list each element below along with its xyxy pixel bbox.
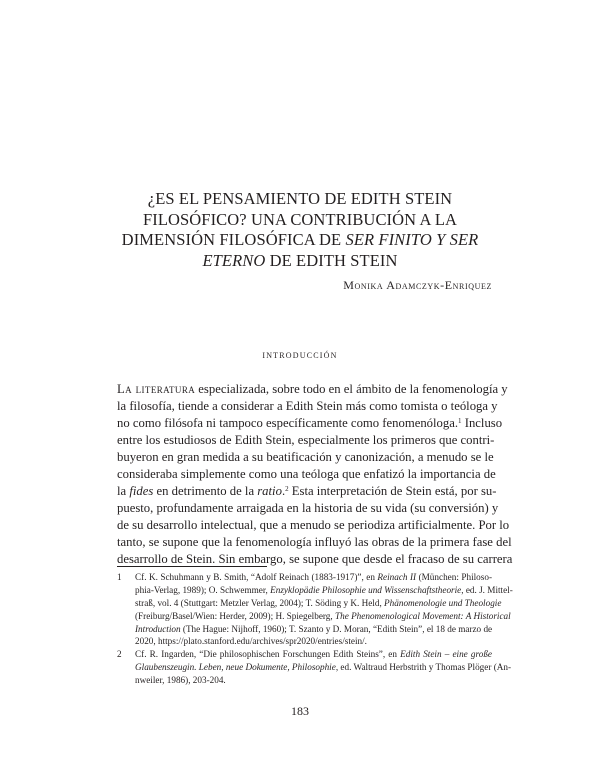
title-line: FILOSÓFICO? UNA CONTRIBUCIÓN A LA xyxy=(142,209,458,229)
text-line: la filosofía, tiende a considerar a Edith Stein más como tomista o teóloga y xyxy=(117,399,498,414)
body-paragraph xyxy=(117,381,513,569)
title-line: DIMENSIÓN FILOSÓFICA DE SER FINITO Y SER xyxy=(121,230,479,249)
footnote-line: Cf. K. Schuhmann y B. Smith, “Adolf Reinach (1883-1917)”, en Reinach II (München: Philoso- xyxy=(135,572,492,582)
author-name: Monika Adamczyk-Enriquez xyxy=(343,278,492,292)
footnote-line: phia-Verlag, 1989); O. Schwemmer, Enzyklopädie Philosophie und Wissenschaftstheorie, ed. J. Mittel- xyxy=(135,584,513,595)
footnote-line: Glaubenszeugin. Leben, neue Dokumente, Philosophie, ed. Waltraud Herbstrith y Thomas Plöger (An- xyxy=(135,662,512,673)
text-line: entre los estudiosos de Edith Stein, especialmente los primeros que contri- xyxy=(117,433,495,448)
text-line: La literatura especializada, sobre todo en el ámbito de la fenomenología y xyxy=(117,382,508,396)
footnote-line: nweiler, 1986), 203-204. xyxy=(135,675,226,686)
title-line: ETERNO DE EDITH STEIN xyxy=(202,250,398,270)
text-line: la fides en detrimento de la ratio.$^2$ Esta interpretación de Stein está, por su- xyxy=(117,484,497,499)
text-line: tanto, se supone que la fenomenología influyó las obras de la primera fase del xyxy=(117,535,512,550)
page-number: 183 xyxy=(291,704,309,718)
footnote-number: 2 xyxy=(117,649,122,660)
footnote-1 xyxy=(117,571,513,648)
footnote-line: Introduction (The Hague: Nijhoff, 1960); T. Szanto y D. Moran, “Edith Stein”, el 18 de marzo de xyxy=(135,623,493,634)
text-line: no como filósofa ni tampoco específicamente como fenomenóloga.$^1$ Incluso xyxy=(117,416,503,431)
section-heading: introducción xyxy=(262,347,338,361)
footnote-2 xyxy=(117,648,512,687)
footnotes xyxy=(117,571,513,687)
footnote-line: Cf. R. Ingarden, “Die philosophischen Forschungen Edith Steins”, en Edith Stein – eine große xyxy=(135,649,493,660)
text-line: consideraba simplemente como una teóloga que enfatizó la importancia de xyxy=(117,467,496,482)
text-line: desarrollo de Stein. Sin embargo, se supone que desde el fracaso de su carrera xyxy=(117,552,513,567)
footnote-line: (Freiburg/Basel/Wien: Herder, 2009); H. Spiegelberg, The Phenomenological Movement: A Historical xyxy=(135,610,511,621)
footnote-ref[interactable]: 1 xyxy=(458,417,462,426)
chapter-title xyxy=(100,189,500,271)
title-line: ¿ES EL PENSAMIENTO DE EDITH STEIN xyxy=(147,189,453,208)
footnote-ref[interactable]: 2 xyxy=(285,485,289,494)
text-line: de su desarrollo intelectual, que a menudo se periodiza artificialmente. Por lo xyxy=(117,518,510,533)
footnote-line: straß, vol. 4 (Stuttgart: Metzler Verlag, 2004); T. Söding y K. Held, Phänomenologie und Theologie xyxy=(135,597,502,608)
text-line: puesto, profundamente arraigada en la historia de su vida (su conversión) y xyxy=(117,501,499,516)
footnote-line: 2020, https://plato.stanford.edu/archives/spr2020/entries/stein/. xyxy=(135,636,367,647)
footnote-number: 1 xyxy=(117,572,122,582)
footnote-divider xyxy=(117,566,267,567)
text-line: buyeron en gran medida a su beatificación y canonización, a menudo se le xyxy=(117,450,494,465)
